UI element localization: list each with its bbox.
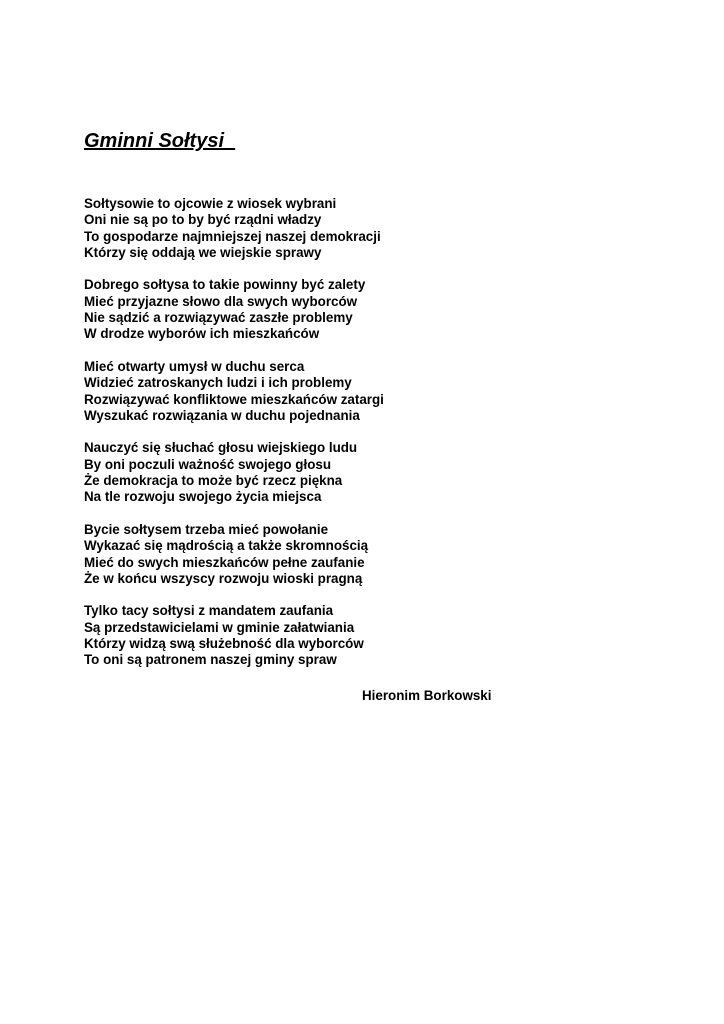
poem-line: Oni nie są po to by być rządni władzy [84, 212, 322, 228]
poem-line: Że w końcu wszyscy rozwoju wioski pragną [84, 570, 363, 586]
stanza [84, 522, 384, 587]
poem-author: Hieronim Borkowski [362, 688, 492, 703]
poem-line: Sołtysowie to ojcowie z wiosek wybrani [84, 196, 337, 211]
poem-line: Którzy widzą swą służebność dla wyborców [84, 636, 364, 652]
poem-line: Dobrego sołtysa to takie powinny być zalety [84, 277, 366, 293]
poem-line: Mieć do swych mieszkańców pełne zaufanie [84, 554, 365, 570]
poem-line: To oni są patronem naszej gminy spraw [84, 652, 337, 668]
poem-line: To gospodarze najmniejszej naszej demokracji [84, 228, 381, 244]
poem-line: Bycie sołtysem trzeba mieć powołanie [84, 521, 329, 537]
poem-line: Którzy się oddają we wiejskie sprawy [84, 244, 322, 260]
poem-body [84, 196, 384, 685]
poem-line: Nie sądzić a rozwiązywać zaszłe problemy [84, 310, 353, 326]
stanza [84, 359, 384, 424]
poem-title: Gminni Sołtysi [84, 130, 236, 152]
poem-line: Wykazać się mądrością a także skromnością [84, 538, 369, 554]
poem-line: Na tle rozwoju swojego życia miejsca [84, 489, 322, 505]
poem-line: Że demokracja to może być rzecz piękna [84, 473, 343, 489]
stanza [84, 196, 384, 261]
poem-line: Widzieć zatroskanych ludzi i ich problemy [84, 375, 352, 391]
poem-line: Tylko tacy sołtysi z mandatem zaufania [84, 603, 334, 619]
poem-line: Mieć otwarty umysł w duchu serca [84, 358, 305, 374]
poem-line: Nauczyć się słuchać głosu wiejskiego ludu [84, 440, 358, 456]
poem-line: W drodze wyborów ich mieszkańców [84, 326, 320, 342]
poem-line: Mieć przyjazne słowo dla swych wyborców [84, 293, 358, 309]
stanza [84, 603, 384, 668]
poem-line: Są przedstawicielami w gminie załatwiania [84, 619, 355, 635]
poem-line: By oni poczuli ważność swojego głosu [84, 456, 332, 472]
poem-line: Wyszukać rozwiązania w duchu pojednania [84, 407, 360, 423]
stanza [84, 440, 384, 505]
stanza [84, 277, 384, 342]
poem-line: Rozwiązywać konfliktowe mieszkańców zatargi [84, 391, 384, 407]
